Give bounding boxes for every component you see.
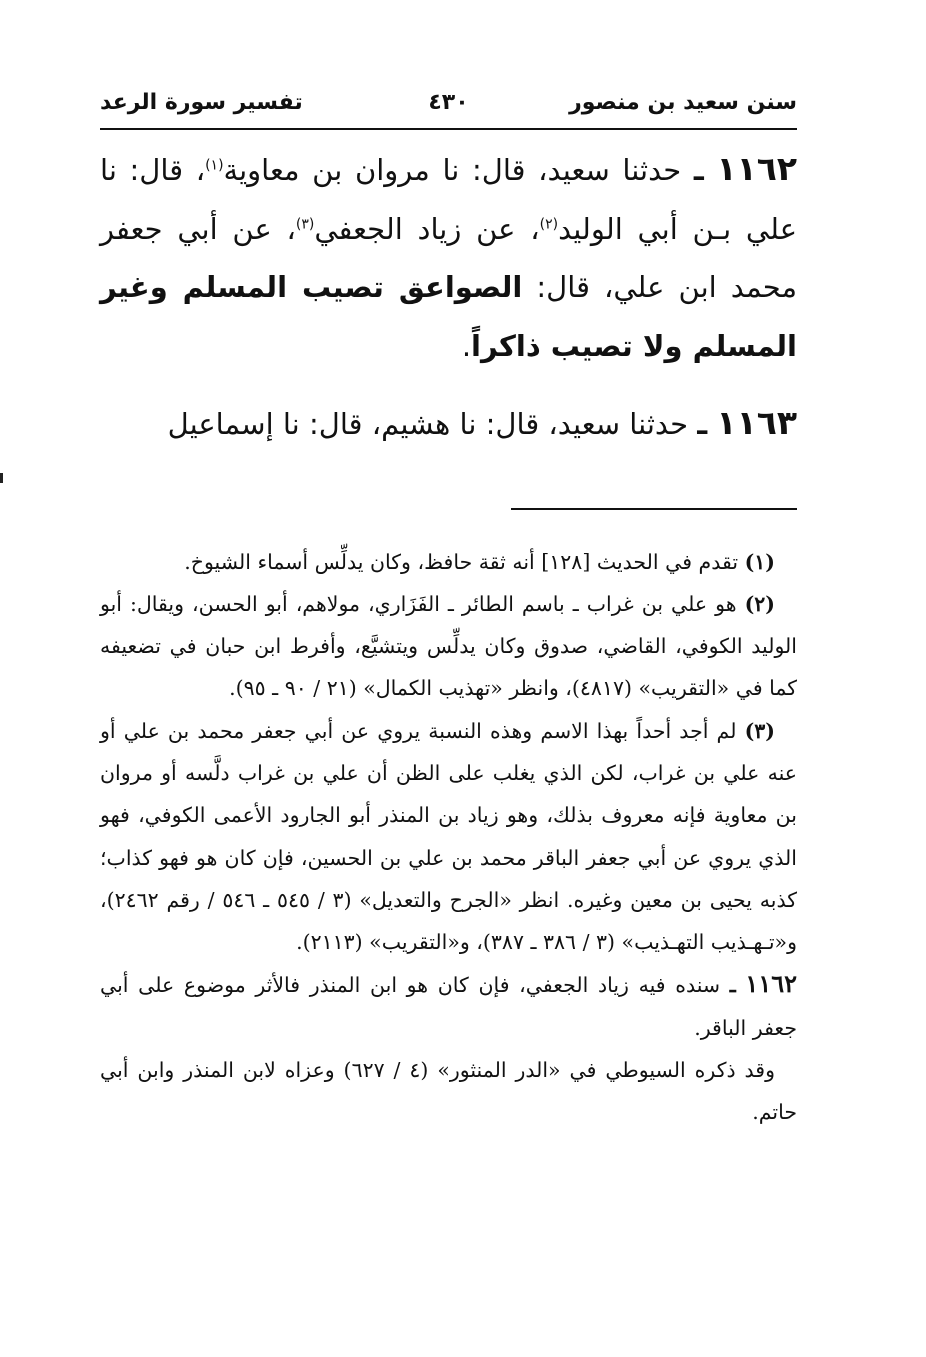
footnote-3: [100, 710, 797, 964]
footnote-text: لم أجد أحداً بهذا الاسم وهذه النسبة يروي عن أبي جعفر محمد بن علي أو عنه علي بن غراب، لكن الذي يغلب على الظن أن علي بن غراب دلَّسه أو مروان بن معاوية فإنه معروف بذلك، وهو زياد بن المنذر أبو الجارود الأعمى الكوفي، فهو الذي يروي عن أبي جعفر الباقر محمد بن علي بن الحسين، فإن كان هو فهو كذاب؛ كذبه يحيى بن معين وغيره. انظر «الجرح والتعديل» (٣ / ٥٤٥ ـ ٥٤٦ / رقم ٢٤٦٢)، و«تـهـذيب التهـذيب» (٣ / ٣٨٦ ـ ٣٨٧)، و«التقريب» (٢١١٣).: [100, 718, 797, 955]
hadith-text: حدثنا سعيد، قال: نا هشيم، قال: نا إسماعيل: [167, 407, 689, 441]
page-number: ٤٣٠: [428, 90, 469, 115]
footnote-ref-1[interactable]: (١): [205, 157, 224, 174]
footnote-text: تقدم في الحديث [١٢٨] أنه ثقة حافظ، وكان يدلِّس أسماء الشيوخ.: [184, 549, 739, 574]
commentary-note: [100, 1049, 797, 1134]
hadith-text-part: حدثنا سعيد، قال: نا مروان بن معاوية: [223, 153, 682, 187]
commentary-text: سنده فيه زياد الجعفي، فإن كان هو ابن المنذر فالأثر موضوع على أبي جعفر الباقر.: [100, 973, 797, 1040]
running-header: [100, 86, 797, 130]
hadith-number: ١١٦٣: [716, 403, 797, 442]
footnote-text: هو علي بن غراب ـ باسم الطائر ـ الفَزَاري، مولاهم، أبو الحسن، ويقال: أبو الوليد الكوفي، القاضي، صدوق وكان يدلِّس ويتشيَّع، وأفرط ابن حبان في تضعيفه كما في «التقريب» (٤٨١٧)، وانظر «تهذيب الكمال» (٢١ / ٩٠ ـ ٩٥).: [100, 591, 797, 701]
page-edge-mark: [0, 473, 3, 483]
hadith-dash: ـ: [693, 153, 704, 187]
hadith-1162: [100, 140, 797, 375]
footnote-number: (٢): [744, 591, 775, 616]
hadith-text-part: ، عن أبي جعفر محمد ابن علي، قال:: [100, 211, 798, 304]
hadith-number: ١١٦٢: [716, 149, 798, 188]
footnote-number: (٣): [744, 718, 775, 743]
footnote-1: [100, 541, 797, 583]
hadith-1163: [100, 394, 797, 454]
hadith-bold-text: الصواعق تصيب المسلم وغير المسلم ولا تصيب ذاكراً: [100, 270, 797, 363]
footnote-ref-2[interactable]: (٢): [539, 215, 559, 232]
footnote-number: (١): [744, 549, 775, 574]
footnotes: [100, 541, 797, 1134]
commentary-number: ١١٦٢: [745, 969, 797, 999]
hadith-text-part: ، عن زياد الجعفي: [314, 211, 540, 246]
commentary-dash: ـ: [729, 973, 736, 998]
footnote-ref-3[interactable]: (٣): [295, 215, 315, 232]
commentary-1162: [100, 963, 797, 1049]
hadith-dash: ـ: [697, 407, 708, 441]
hadith-text-part: ، قال: نا علي بـن أبي الوليد: [100, 153, 797, 246]
commentary-note-text: وقد ذكره السيوطي في «الدر المنثور» (٤ / ٦٢٧) وعزاه لابن المنذر وابن أبي حاتم.: [100, 1058, 797, 1125]
book-page: [100, 86, 797, 1134]
hadith-end-mark: .: [461, 328, 472, 363]
footnote-separator: [511, 508, 797, 510]
book-title: سنن سعيد بن منصور: [569, 90, 797, 115]
footnote-2: [100, 583, 797, 710]
main-text: [100, 140, 797, 454]
section-title: تفسير سورة الرعد: [100, 90, 303, 115]
